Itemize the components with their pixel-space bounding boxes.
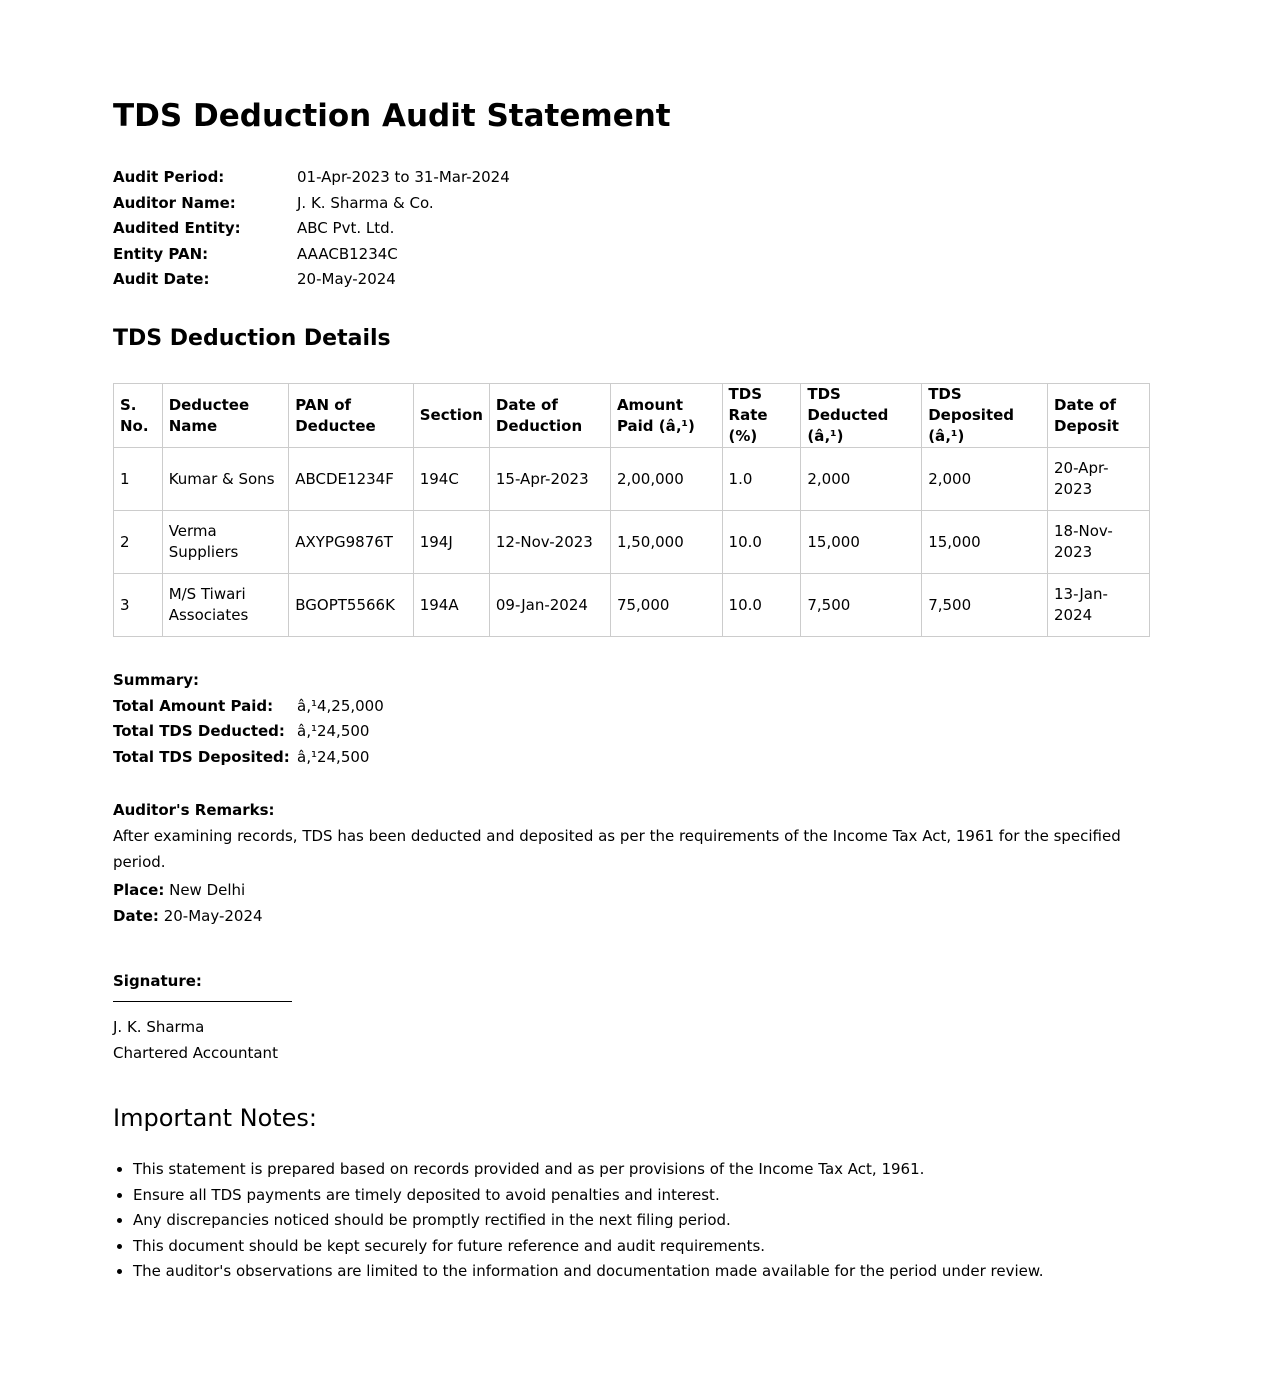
date-value: 20-May-2024	[163, 906, 263, 925]
table-cell: 13-Jan-2024	[1048, 574, 1150, 637]
table-cell: 2,000	[922, 448, 1048, 511]
meta-value: 20-May-2024	[297, 270, 396, 289]
table-cell: ABCDE1234F	[289, 448, 413, 511]
meta-label: Audit Period:	[113, 168, 225, 186]
summary-value: â‚¹24,500	[297, 747, 370, 766]
table-cell: 10.0	[722, 511, 801, 574]
table-cell: 15-Apr-2023	[489, 448, 610, 511]
meta-value: 01-Apr-2023 to 31-Mar-2024	[297, 168, 510, 186]
summary-row-tds-deposited	[113, 745, 384, 771]
notes-heading: Important Notes:	[113, 1104, 318, 1132]
meta-value: J. K. Sharma & Co.	[297, 193, 434, 212]
table-row	[114, 448, 1150, 511]
list-item: • This statement is prepared based on records provided and as per provisions of the Income Tax Act, 1961.	[133, 1157, 1153, 1183]
table-cell: 09-Jan-2024	[489, 574, 610, 637]
table-row	[114, 511, 1150, 574]
column-header: TDS Deducted (â‚¹)	[801, 384, 922, 448]
summary-label: Total TDS Deposited:	[113, 747, 290, 766]
table-cell: 2,00,000	[610, 448, 722, 511]
summary-row-amount-paid	[113, 694, 384, 720]
meta-row-audit-period	[113, 165, 510, 191]
table-cell: 3	[114, 574, 163, 637]
column-header: Section	[413, 384, 489, 448]
table-cell: 10.0	[722, 574, 801, 637]
meta-label: Entity PAN:	[113, 244, 209, 263]
column-header: Amount Paid (â‚¹)	[610, 384, 722, 448]
column-header: Date of Deposit	[1048, 384, 1150, 448]
signatory-designation: Chartered Accountant	[113, 1043, 278, 1062]
place-value: New Delhi	[169, 881, 246, 899]
table-cell: 7,500	[801, 574, 922, 637]
table-cell: 1	[114, 448, 163, 511]
table-header-row	[114, 384, 1150, 448]
table-cell: AXYPG9876T	[289, 511, 413, 574]
table-cell: BGOPT5566K	[289, 574, 413, 637]
table-cell: 194C	[413, 448, 489, 511]
signature-line	[113, 1001, 292, 1015]
list-item: • Any discrepancies noticed should be promptly rectified in the next filing period.	[133, 1208, 1153, 1234]
table-cell: 75,000	[610, 574, 722, 637]
table-cell: Verma Suppliers	[162, 511, 289, 574]
place-label: Place:	[113, 881, 165, 899]
meta-label: Auditor Name:	[113, 193, 236, 212]
meta-row-auditor-name	[113, 191, 510, 217]
column-header: Deductee Name	[162, 384, 289, 448]
table-row	[114, 574, 1150, 637]
summary-value: â‚¹24,500	[297, 722, 370, 741]
summary-section	[113, 668, 384, 770]
date-line	[113, 904, 263, 930]
signature-heading: Signature:	[113, 972, 202, 990]
signature-section	[113, 969, 292, 1066]
summary-label: Total Amount Paid:	[113, 696, 274, 715]
table-cell: 18-Nov-2023	[1048, 511, 1150, 574]
table-cell: 194A	[413, 574, 489, 637]
tds-table	[113, 383, 1150, 637]
meta-value: AAACB1234C	[297, 244, 398, 263]
summary-heading: Summary:	[113, 671, 200, 689]
table-cell: Kumar & Sons	[162, 448, 289, 511]
place-date-section	[113, 878, 263, 930]
notes-list	[113, 1157, 1153, 1285]
signatory-name: J. K. Sharma	[113, 1017, 205, 1036]
table-cell: 7,500	[922, 574, 1048, 637]
table-cell: M/S Tiwari Associates	[162, 574, 289, 637]
column-header: TDS Deposited (â‚¹)	[922, 384, 1048, 448]
table-cell: 2,000	[801, 448, 922, 511]
table-cell: 15,000	[922, 511, 1048, 574]
remarks-text: After examining records, TDS has been deducted and deposited as per the requirements of the Income Tax Act, 1961 for the specified period.	[113, 826, 1121, 871]
table-cell: 194J	[413, 511, 489, 574]
meta-row-entity-pan	[113, 242, 510, 268]
column-header: PAN of Deductee	[289, 384, 413, 448]
table-cell: 12-Nov-2023	[489, 511, 610, 574]
meta-label: Audit Date:	[113, 270, 210, 289]
summary-label: Total TDS Deducted:	[113, 722, 285, 741]
meta-value: ABC Pvt. Ltd.	[297, 219, 395, 238]
list-item: • The auditor's observations are limited to the information and documentation made available for the period under review.	[133, 1259, 1153, 1285]
summary-value: â‚¹4,25,000	[297, 696, 384, 715]
date-label: Date:	[113, 906, 159, 925]
table-cell: 1.0	[722, 448, 801, 511]
summary-row-tds-deducted	[113, 719, 384, 745]
column-header: Date of Deduction	[489, 384, 610, 448]
meta-row-audit-date	[113, 267, 510, 293]
place-line	[113, 878, 263, 904]
remarks-heading: Auditor's Remarks:	[113, 801, 275, 819]
remarks-section	[113, 798, 1153, 875]
meta-label: Audited Entity:	[113, 219, 241, 238]
details-heading: TDS Deduction Details	[113, 326, 391, 351]
column-header: TDS Rate (%)	[722, 384, 801, 448]
column-header: S. No.	[114, 384, 163, 448]
meta-row-audited-entity	[113, 216, 510, 242]
document-title: TDS Deduction Audit Statement	[113, 98, 671, 134]
table-cell: 1,50,000	[610, 511, 722, 574]
table-cell: 15,000	[801, 511, 922, 574]
table-cell: 2	[114, 511, 163, 574]
audit-meta	[113, 165, 510, 293]
list-item: • This document should be kept securely for future reference and audit requirements.	[133, 1234, 1153, 1260]
list-item: • Ensure all TDS payments are timely deposited to avoid penalties and interest.	[133, 1183, 1153, 1209]
table-cell: 20-Apr-2023	[1048, 448, 1150, 511]
